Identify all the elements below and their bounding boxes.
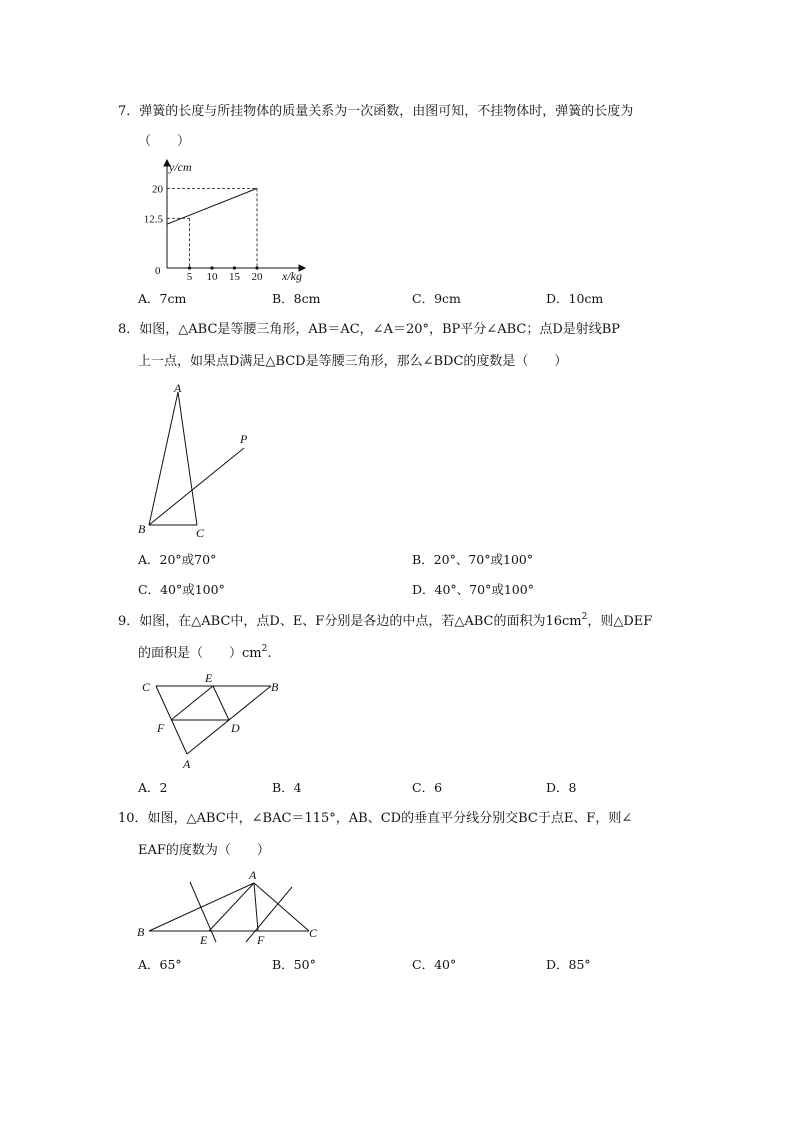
q7-option-a[interactable]: A．7cm	[138, 291, 187, 306]
q7-origin-label: 0	[155, 265, 161, 277]
q10-label-c: C	[309, 926, 318, 940]
q7-ylabel: y/cm	[169, 160, 192, 174]
q7-x-tick-label-3: 20	[251, 271, 263, 283]
q10-side-ac	[254, 883, 309, 931]
q7-option-d[interactable]: D．10cm	[546, 291, 604, 306]
q7-series-line	[167, 188, 257, 224]
q7-stem-line2: （ ）	[138, 134, 191, 149]
q9-label-c: C	[142, 680, 151, 694]
q10-stem-line2: EAF的度数为（ ）	[138, 843, 270, 858]
q10-segment-ae	[209, 883, 254, 931]
q8-option-c[interactable]: C．40°或100°	[138, 582, 225, 597]
q9-option-b[interactable]: B．4	[272, 780, 302, 795]
q10-label-e: E	[200, 933, 208, 947]
q7-x-tick-mark-0	[188, 266, 191, 269]
q9-stem-line1-sup: 2	[581, 612, 588, 622]
q9-stem-line2	[138, 646, 271, 662]
q8-stem-line2: 上一点，如果点D满足△BCD是等腰三角形，那么∠BDC的度数是（ ）	[138, 354, 568, 369]
q10-segment-af	[254, 883, 258, 931]
q7-x-tick-label-2: 15	[229, 271, 240, 283]
q10-label-f: F	[257, 933, 265, 947]
q10-option-b[interactable]: B．50°	[272, 957, 316, 972]
q8-option-b[interactable]: B．20°、70°或100°	[412, 552, 534, 567]
q9-stem-line2-text: 的面积是（ ）cm	[138, 646, 262, 661]
q9-stem-line2-end: .	[267, 646, 272, 661]
q10-label-b: B	[137, 925, 145, 939]
q9-stem-line2-sup: 2	[261, 644, 268, 654]
q8-label-a: A	[174, 381, 182, 395]
q9-midline-ed	[213, 686, 229, 720]
q9-label-d: D	[231, 721, 240, 735]
q8-side-ac	[178, 392, 197, 525]
q7-xlabel: x/kg	[282, 269, 302, 283]
q9-stem-line1-end: ，则△DEF	[587, 614, 653, 629]
q8-label-c: C	[196, 526, 205, 540]
q8-label-b: B	[138, 522, 146, 536]
q8-option-a[interactable]: A．20°或70°	[138, 552, 217, 567]
q10-side-ba	[149, 883, 254, 931]
q7-x-tick-mark-2	[233, 266, 236, 269]
q9-label-f: F	[157, 721, 165, 735]
q10-stem-line1: 10．如图，△ABC中，∠BAC＝115°，AB、CD的垂直平分线分别交BC于点E、F，则∠	[118, 811, 633, 826]
q9-option-d[interactable]: D．8	[546, 780, 577, 795]
q8-stem-line1: 8．如图，△ABC是等腰三角形，AB＝AC，∠A＝20°，BP平分∠ABC；点D是射线BP	[118, 322, 621, 337]
q10-bisector-ac	[246, 887, 292, 942]
q10-label-a: A	[249, 868, 257, 882]
q7-stem-line1: 7．弹簧的长度与所挂物体的质量关系为一次函数，由图可知，不挂物体时，弹簧的长度为	[118, 104, 634, 119]
q10-option-c[interactable]: C．40°	[412, 957, 457, 972]
q9-label-a: A	[183, 757, 191, 771]
q8-label-p: P	[240, 432, 248, 446]
q9-label-e: E	[205, 671, 213, 685]
q8-option-d[interactable]: D．40°、70°或100°	[412, 582, 534, 597]
q9-option-a[interactable]: A．2	[138, 780, 168, 795]
q7-y-tick-label-0: 12.5	[143, 213, 163, 226]
q7-y-tick-label-1: 20	[152, 183, 163, 196]
q7-option-c[interactable]: C．9cm	[412, 291, 461, 306]
q9-triangle-figure	[138, 672, 298, 772]
q9-stem-line1	[118, 614, 652, 630]
q8-triangle-figure	[130, 380, 270, 545]
q10-triangle-figure	[134, 866, 334, 951]
q9-option-c[interactable]: C．6	[412, 780, 443, 795]
q9-stem-line1-text: 9．如图，在△ABC中，点D、E、F分别是各边的中点，若△ABC的面积为16cm	[118, 614, 582, 629]
q7-function-graph	[145, 158, 315, 288]
q10-option-d[interactable]: D．85°	[546, 957, 591, 972]
q7-x-tick-mark-3	[255, 266, 258, 269]
q10-option-a[interactable]: A．65°	[138, 957, 182, 972]
q7-x-tick-mark-1	[210, 266, 213, 269]
q7-x-tick-label-0: 5	[186, 271, 193, 283]
q7-x-tick-label-1: 10	[206, 271, 218, 283]
q9-midline-fe	[171, 686, 213, 720]
q9-label-b: B	[271, 680, 279, 694]
q7-option-b[interactable]: B．8cm	[272, 291, 321, 306]
